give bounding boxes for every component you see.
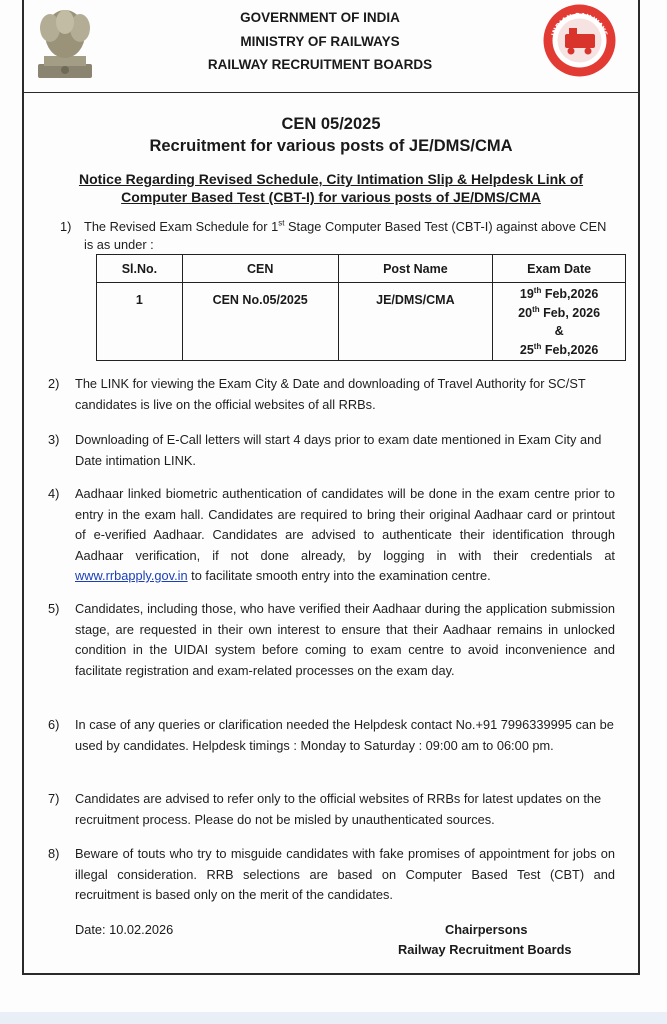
point-6-text: In case of any queries or clarification needed the Helpdesk contact No.+91 7996339995 can be used by candidates. Helpdesk timings : Monday to Saturday : 09:00 am to 06:00 pm. [75,717,614,753]
notice-heading-line-1: Notice Regarding Revised Schedule, City Intimation Slip & Helpdesk Link of [78,171,584,187]
point-8-text: Beware of touts who try to misguide candidates with fake promises of appointment for jobs on illegal consideration. RRB selections are based on Computer Based Test (CBT) and recruitment is based only on the merit of the candidates. [75,846,615,902]
table-header-cell: CEN [182,255,338,283]
signatory-organization: Railway Recruitment Boards [398,942,572,957]
cen-number: CEN 05/2025 [281,115,381,133]
point-2-number: 2) [48,376,60,391]
point-6-number: 6) [48,717,60,732]
point-1-number: 1) [60,219,72,234]
svg-text:INDIAN RAILWAYS: INDIAN RAILWAYS [549,11,610,38]
table-cell-post: JE/DMS/CMA [338,283,493,361]
point-5-number: 5) [48,601,60,616]
point-7-number: 7) [48,791,60,806]
point-5-text: Candidates, including those, who have verified their Aadhaar during the application submission stage, are requested in their own interest to ensure that their Aadhaar remains in unlocked condition in the UIDAI system before coming to exam centre to avoid inconvenience and facilitate registration and exam-related processes on the exam day. [75,601,615,678]
point-8-number: 8) [48,846,60,861]
table-header-cell: Sl.No. [97,255,183,283]
notice-heading-line-2: Computer Based Test (CBT-I) for various posts of JE/DMS/CMA [121,189,541,205]
page-title: Recruitment for various posts of JE/DMS/CMA [149,137,513,155]
point-4-number: 4) [48,486,60,501]
table-cell-sl: 1 [97,283,183,361]
national-emblem-icon [30,4,100,82]
table-cell-exam-dates: 19th Feb,2026 20th Feb, 2026 & 25th Feb,2026 [493,283,626,361]
rrbapply-link[interactable]: www.rrbapply.gov.in [75,568,188,583]
bottom-strip [0,1012,667,1024]
table-header-cell: Exam Date [493,255,626,283]
indian-railways-logo [541,2,618,79]
point-4-text: Aadhaar linked biometric authentication of candidates will be done in the exam centre prior to entry in the exam hall. Candidates are required to bring their original Aadhaar card or printout of e-verified Aadhaar. Candidates are advised to authenticate their identification through Aadhaar verification, if not done already, by logging in with their credentials at www.rrbapply.gov.in to facilitate smooth entry into the examination centre. [75,486,615,583]
table-header-row [97,255,626,283]
point-3-number: 3) [48,432,60,447]
header-divider [22,92,640,93]
table-row [97,283,626,361]
point-2-text: The LINK for viewing the Exam City & Date and downloading of Travel Authority for SC/ST candidates is live on the official websites of all RRBs. [75,376,586,412]
table-header-cell: Post Name [338,255,493,283]
point-7-text: Candidates are advised to refer only to the official websites of RRBs for latest updates on the recruitment process. Please do not be misled by unauthenticated sources. [75,791,602,827]
table-cell-cen: CEN No.05/2025 [182,283,338,361]
header-line-government: GOVERNMENT OF INDIA [240,10,400,25]
point-1-text: The Revised Exam Schedule for 1st Stage Computer Based Test (CBT-I) against above CEN is as under : [84,218,607,252]
signatory-title: Chairpersons [445,922,528,937]
header-line-ministry: MINISTRY OF RAILWAYS [240,34,400,49]
point-3-text: Downloading of E-Call letters will start 4 days prior to exam date mentioned in Exam City and Date intimation LINK. [75,432,602,468]
header-line-boards: RAILWAY RECRUITMENT BOARDS [207,57,433,72]
notice-date: Date: 10.02.2026 [75,922,174,937]
exam-schedule-table [96,254,626,361]
